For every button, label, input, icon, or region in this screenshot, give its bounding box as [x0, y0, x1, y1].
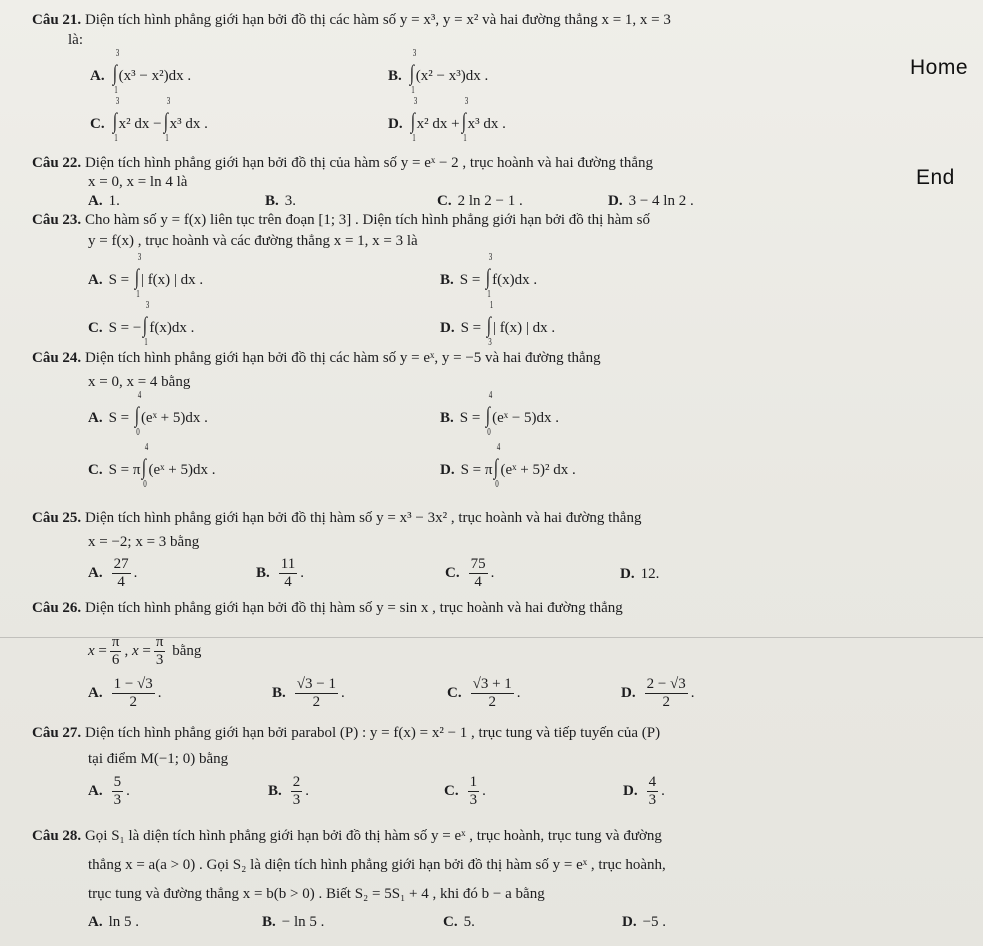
question-28-label: Câu 28. — [32, 828, 82, 844]
q28-option-c[interactable]: C. 5. — [443, 914, 475, 930]
question-25 — [32, 510, 641, 527]
question-26-bounds: x = $\frac{\pi}{6}$ , x = $\frac{\pi}{3}$ bằng — [88, 634, 202, 668]
q23-option-c[interactable]: C. S = −∫ 3 1 f(x)dx . — [88, 300, 195, 348]
question-22-label: Câu 22. — [32, 155, 82, 171]
question-26-text: Diện tích hình phẳng giới hạn bởi đồ thị hàm số y = sin x , trục hoành và hai đường thẳng — [84, 600, 623, 616]
q26-option-b[interactable]: B. $\frac{√3 - 1}{2}$ . — [272, 676, 345, 710]
q21-option-c[interactable]: C. ∫ 3 1 x² dx −∫ 3 1 x³ dx . — [90, 96, 208, 144]
q24-option-a[interactable]: A. S = ∫ 4 0 (eˣ + 5)dx . — [88, 390, 208, 438]
question-23-text: Cho hàm số y = f(x) liên tục trên đoạn [1; 3] . Diện tích hình phẳng giới hạn bởi đồ thị hàm số — [84, 212, 651, 228]
question-28-text3: trục tung và đường thẳng x = b(b > 0) . Biết S₂ = 5S₁ + 4 , khi đó b − a bằng — [88, 886, 545, 902]
question-27-label: Câu 27. — [32, 725, 82, 741]
q22-option-d[interactable]: D. 3 − 4 ln 2 . — [608, 193, 694, 209]
question-27-text2: tại điểm M(−1; 0) bằng — [88, 751, 229, 767]
q25-option-a[interactable]: A. $\frac{27}{4}$ . — [88, 556, 138, 590]
q27-option-c[interactable]: C. $\frac{1}{3}$ . — [444, 774, 486, 808]
question-21-text2: là: — [68, 32, 83, 48]
q24-option-d[interactable]: D. S = π∫ 4 0 (eˣ + 5)² dx . — [440, 442, 576, 490]
q28-option-b[interactable]: B. − ln 5 . — [262, 914, 325, 930]
question-23-text2: y = f(x) , trục hoành và các đường thẳng x = 1, x = 3 là — [88, 233, 418, 249]
question-21-label: Câu 21. — [32, 12, 82, 28]
q26-option-d[interactable]: D. $\frac{2 - √3}{2}$ . — [621, 676, 695, 710]
question-24 — [32, 350, 601, 367]
q24-option-c[interactable]: C. S = π∫ 4 0 (eˣ + 5)dx . — [88, 442, 216, 490]
q25-option-c[interactable]: C. $\frac{75}{4}$ . — [445, 556, 495, 590]
q21-option-b[interactable]: B. ∫ 3 1 (x² − x³)dx . — [388, 48, 489, 96]
q22-option-c[interactable]: C. 2 ln 2 − 1 . — [437, 193, 523, 209]
q23-option-b[interactable]: B. S = ∫ 3 1 f(x)dx . — [440, 252, 538, 300]
q22-option-b[interactable]: B. 3. — [265, 193, 297, 209]
question-28-text: Gọi S₁ là diện tích hình phẳng giới hạn bởi đồ thị hàm số y = eˣ , trục hoành, trục tung và đường — [84, 828, 662, 844]
q23-option-a[interactable]: A. S = ∫ 3 1 | f(x) | dx . — [88, 252, 204, 300]
q28-option-a[interactable]: A. ln 5 . — [88, 914, 140, 930]
question-25-text2: x = −2; x = 3 bằng — [88, 534, 200, 550]
q21-option-a[interactable]: A. ∫ 3 1 (x³ − x²)dx . — [90, 48, 192, 96]
question-25-label: Câu 25. — [32, 510, 82, 526]
question-21 — [32, 12, 671, 29]
question-27-text: Diện tích hình phẳng giới hạn bởi parabol (P) : y = f(x) = x² − 1 , trục tung và tiếp tuyến của (P) — [84, 725, 661, 741]
question-21-text: Diện tích hình phẳng giới hạn bởi đồ thị các hàm số y = x³, y = x² và hai đường thẳng x = 1, x = 3 — [84, 12, 671, 28]
q28-option-d[interactable]: D. −5 . — [622, 914, 667, 930]
q25-option-b[interactable]: B. $\frac{11}{4}$ . — [256, 556, 304, 590]
question-26-label: Câu 26. — [32, 600, 82, 616]
question-24-text2: x = 0, x = 4 bằng — [88, 374, 191, 390]
question-24-label: Câu 24. — [32, 350, 82, 366]
q23-option-d[interactable]: D. S = ∫ 1 3 | f(x) | dx . — [440, 300, 556, 348]
home-link[interactable]: Home — [910, 56, 969, 79]
q26-option-a[interactable]: A. $\frac{1 - √3}{2}$ . — [88, 676, 162, 710]
question-26 — [32, 600, 623, 617]
q24-option-b[interactable]: B. S = ∫ 4 0 (eˣ − 5)dx . — [440, 390, 560, 438]
question-23-label: Câu 23. — [32, 212, 82, 228]
question-22-text2: x = 0, x = ln 4 là — [88, 174, 188, 190]
q25-option-d[interactable]: D. 12. — [620, 566, 660, 582]
question-22-text: Diện tích hình phẳng giới hạn bởi đồ thị của hàm số y = eˣ − 2 , trục hoành và hai đường thẳng — [84, 155, 654, 171]
q21-option-d[interactable]: D. ∫ 3 1 x² dx +∫ 3 1 x³ dx . — [388, 96, 506, 144]
q27-option-b[interactable]: B. $\frac{2}{3}$ . — [268, 774, 310, 808]
question-28-text2: thẳng x = a(a > 0) . Gọi S₂ là diện tích hình phẳng giới hạn bởi đồ thị hàm số y = eˣ , trục hoành, — [88, 857, 666, 873]
question-28 — [32, 828, 662, 845]
question-22 — [32, 155, 653, 172]
q27-option-d[interactable]: D. $\frac{4}{3}$ . — [623, 774, 665, 808]
end-link[interactable]: End — [916, 166, 955, 189]
question-24-text: Diện tích hình phẳng giới hạn bởi đồ thị các hàm số y = eˣ, y = −5 và hai đường thẳng — [84, 350, 601, 366]
q27-option-a[interactable]: A. $\frac{5}{3}$ . — [88, 774, 130, 808]
question-25-text: Diện tích hình phẳng giới hạn bởi đồ thị hàm số y = x³ − 3x² , trục hoành và hai đường thẳng — [84, 510, 642, 526]
question-27 — [32, 725, 660, 742]
q26-option-c[interactable]: C. $\frac{√3 + 1}{2}$ . — [447, 676, 521, 710]
q22-option-a[interactable]: A. 1. — [88, 193, 120, 209]
question-23 — [32, 212, 650, 229]
